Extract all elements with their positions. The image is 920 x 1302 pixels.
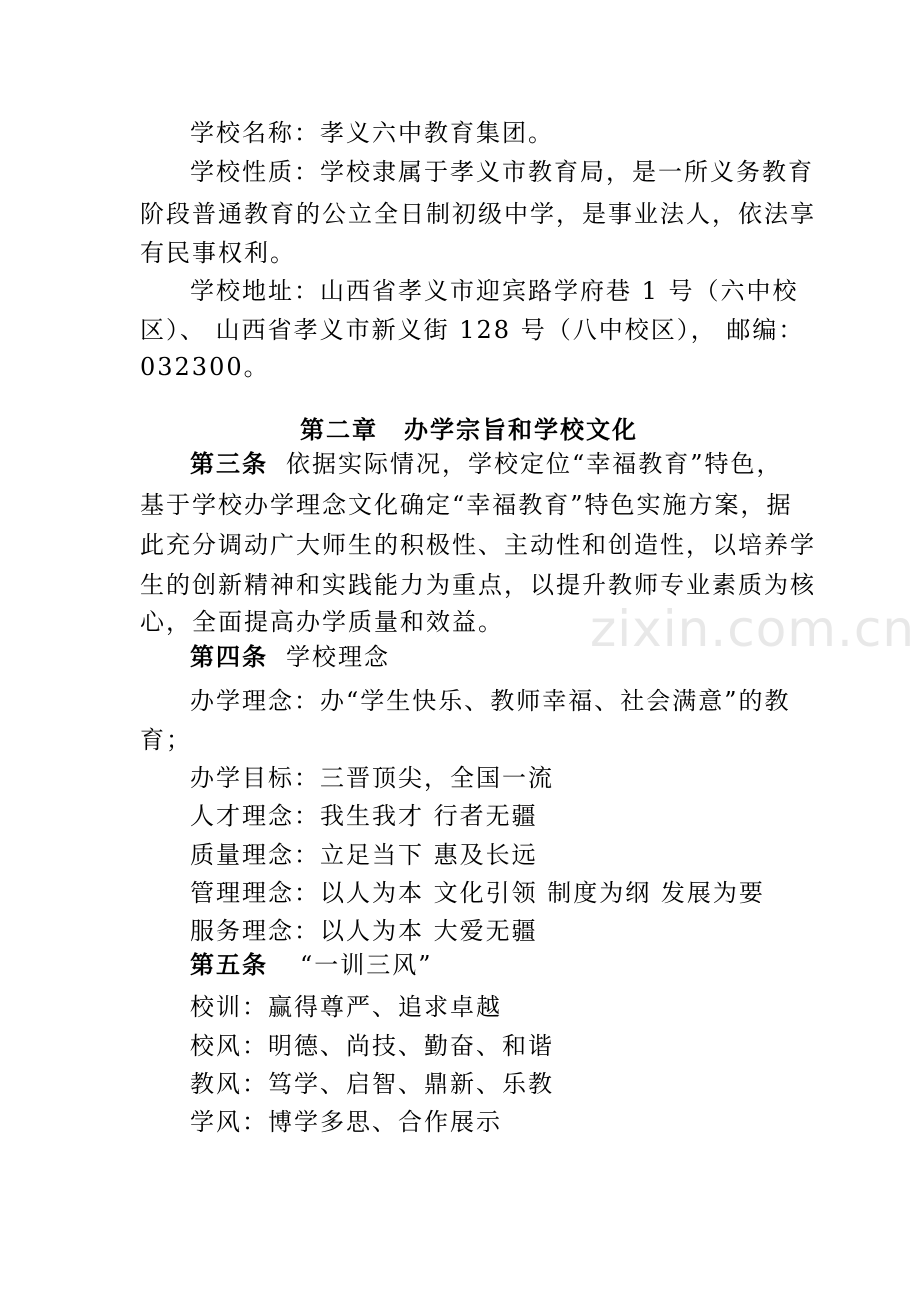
school-name-line: 学校名称：孝义六中教育集团。 <box>190 119 554 147</box>
motto-line: 校训：赢得尊严、追求卓越 <box>190 993 502 1021</box>
article-3-line-4: 生的创新精神和实践能力为重点，以提升教师专业素质为核 <box>140 571 816 599</box>
watermark: zixin.com.cn <box>590 600 916 658</box>
article-5-heading <box>190 950 433 980</box>
article-4-heading <box>190 642 390 672</box>
school-nature-line-2: 阶段普通教育的公立全日制初级中学，是事业法人，依法享 <box>140 200 816 228</box>
management-line: 管理理念：以人为本 文化引领 制度为纲 发展为要 <box>190 879 765 907</box>
school-nature-line-1: 学校性质：学校隶属于孝义市教育局，是一所义务教育 <box>190 158 814 186</box>
article-4-title: 学校理念 <box>286 643 390 671</box>
school-nature-line-3: 有民事权利。 <box>140 239 296 267</box>
chapter-title: 第二章 办学宗旨和学校文化 <box>300 416 638 444</box>
article-4-label: 第四条 <box>190 643 268 671</box>
article-5-title: “一训三风” <box>300 951 433 979</box>
article-3-line-1 <box>190 449 783 479</box>
article-3-line-2: 基于学校办学理念文化确定“幸福教育”特色实施方案，据 <box>140 491 793 519</box>
philosophy-line-2: 育； <box>140 726 192 754</box>
talent-line: 人才理念：我生我才 行者无疆 <box>190 802 538 830</box>
address-line-3: 032300。 <box>140 353 270 381</box>
address-line-1: 学校地址：山西省孝义市迎宾路学府巷 1 号（六中校 <box>190 277 799 305</box>
philosophy-line-1: 办学理念：办“学生快乐、教师幸福、社会满意”的教 <box>190 687 791 715</box>
address-line-2: 区）、 山西省孝义市新义街 128 号（八中校区）， 邮编： <box>140 316 805 344</box>
article-5-label: 第五条 <box>190 951 268 979</box>
article-3-text-1: 依据实际情况，学校定位“幸福教育”特色， <box>286 450 783 478</box>
goal-line: 办学目标：三晋顶尖，全国一流 <box>190 764 554 792</box>
service-line: 服务理念：以人为本 大爱无疆 <box>190 917 538 945</box>
article-3-line-5: 心，全面提高办学质量和效益。 <box>140 608 504 636</box>
school-style-line: 校风：明德、尚技、勤奋、和谐 <box>190 1032 554 1060</box>
article-3-line-3: 此充分调动广大师生的积极性、主动性和创造性，以培养学 <box>140 531 816 559</box>
quality-line: 质量理念：立足当下 惠及长远 <box>190 841 538 869</box>
teaching-style-line: 教风：笃学、启智、鼎新、乐教 <box>190 1070 554 1098</box>
study-style-line: 学风：博学多思、合作展示 <box>190 1108 502 1136</box>
article-3-label: 第三条 <box>190 450 268 478</box>
